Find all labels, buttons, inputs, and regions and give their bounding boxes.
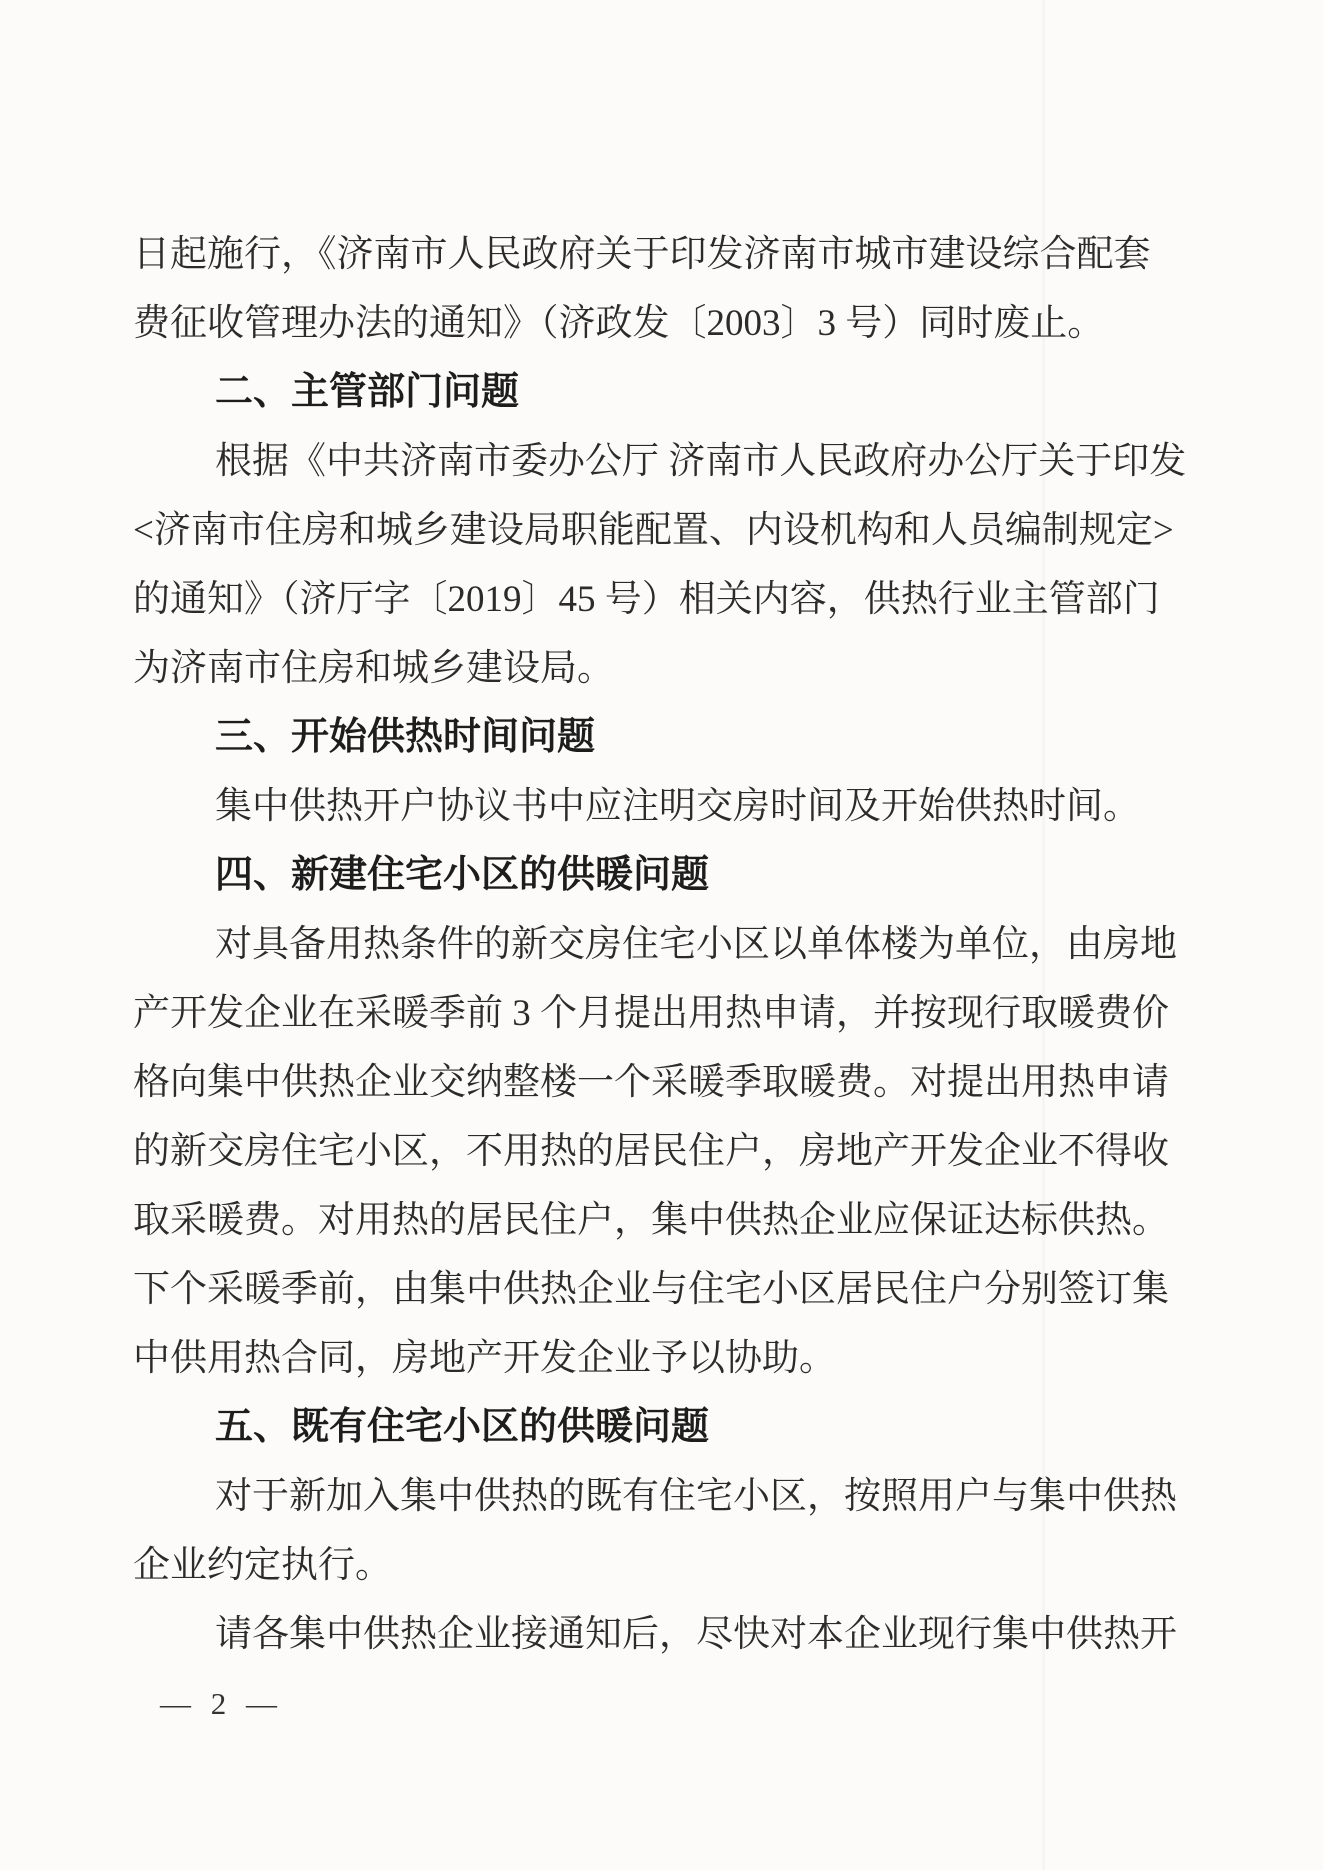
body-line: 的通知》（济厅字〔2019〕45 号）相关内容，供热行业主管部门 [133,578,1160,620]
body-line: 对具备用热条件的新交房住宅小区以单体楼为单位，由房地 [215,923,1177,965]
body-line: 格向集中供热企业交纳整楼一个采暖季取暖费。对提出用热申请 [133,1061,1169,1103]
body-line: 的新交房住宅小区，不用热的居民住户，房地产开发企业不得收 [133,1130,1169,1172]
page-number: — 2 — [160,1686,283,1721]
body-line: 中供用热合同，房地产开发企业予以协助。 [133,1337,836,1379]
body-line: <济南市住房和城乡建设局职能配置、内设机构和人员编制规定> [133,509,1174,551]
body-line: 集中供热开户协议书中应注明交房时间及开始供热时间。 [215,785,1140,827]
section-heading: 四、新建住宅小区的供暖问题 [215,854,710,896]
body-line: 对于新加入集中供热的既有住宅小区，按照用户与集中供热 [215,1475,1177,1517]
body-line: 产开发企业在采暖季前 3 个月提出用热申请，并按现行取暖费价 [133,992,1169,1034]
body-line: 下个采暖季前，由集中供热企业与住宅小区居民住户分别签订集 [133,1268,1169,1310]
body-line: 日起施行，《济南市人民政府关于印发济南市城市建设综合配套 [133,233,1151,275]
section-heading: 五、既有住宅小区的供暖问题 [215,1406,710,1448]
body-line: 根据《中共济南市委办公厅 济南市人民政府办公厅关于印发 [215,440,1187,482]
body-line: 费征收管理办法的通知》（济政发〔2003〕3 号）同时废止。 [133,302,1105,344]
body-line: 取采暖费。对用热的居民住户，集中供热企业应保证达标供热。 [133,1199,1169,1241]
section-heading: 二、主管部门问题 [215,371,520,413]
body-line: 请各集中供热企业接通知后，尽快对本企业现行集中供热开 [215,1613,1177,1655]
section-heading: 三、开始供热时间问题 [215,716,596,758]
body-line: 为济南市住房和城乡建设局。 [133,647,614,689]
body-line: 企业约定执行。 [133,1544,392,1586]
document-body [133,215,1193,1664]
